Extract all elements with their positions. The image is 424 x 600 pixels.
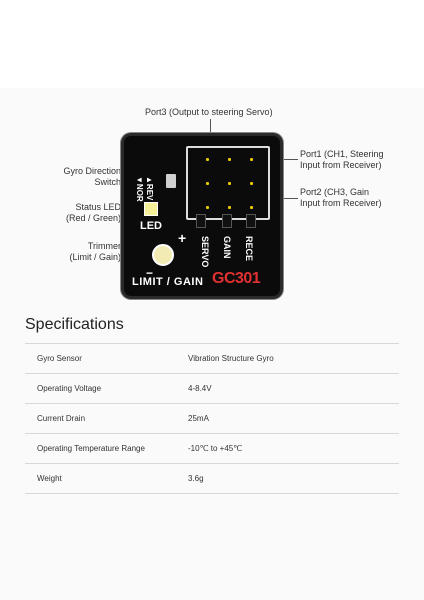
port2-callout — [300, 187, 382, 209]
spec-value: 3.6g — [188, 474, 204, 483]
table-row — [25, 343, 399, 373]
port2-callout-line1: Port2 (CH3, Gain — [300, 187, 370, 197]
nor-label: ▼NOR — [135, 176, 144, 202]
specifications-title: Specifications — [25, 316, 124, 333]
port1-callout — [300, 149, 384, 171]
port3-callout: Port3 (Output to steering Servo) — [145, 107, 273, 117]
status-led-callout-line1: Status LED — [75, 202, 121, 212]
trimmer-knob[interactable] — [152, 244, 174, 266]
trimmer-callout-line2: (Limit / Gain) — [69, 252, 121, 262]
connector-slot — [222, 214, 232, 228]
trimmer-callout-line1: Trimmer — [87, 241, 121, 251]
rece-label: RECE — [244, 236, 254, 262]
pin — [228, 158, 231, 161]
table-row — [25, 463, 399, 494]
top-band — [0, 0, 424, 92]
gyro-direction-callout-line2: Switch — [94, 177, 121, 187]
minus-icon: − — [146, 266, 154, 280]
gyro-direction-callout — [32, 166, 121, 188]
gain-label: GAIN — [222, 236, 232, 259]
specifications-table — [25, 343, 399, 494]
table-row — [25, 403, 399, 433]
spec-value: Vibration Structure Gyro — [188, 354, 274, 363]
pin — [206, 182, 209, 185]
servo-label: SERVO — [200, 236, 210, 268]
spec-value: 25mA — [188, 414, 209, 423]
pin — [250, 158, 253, 161]
pin — [250, 206, 253, 209]
rev-label: ▲REV — [145, 176, 154, 201]
spec-key: Gyro Sensor — [37, 354, 82, 363]
pin — [206, 206, 209, 209]
status-led-callout — [32, 202, 121, 224]
spec-key: Operating Voltage — [37, 384, 102, 393]
spec-value: -10℃ to +45℃ — [188, 444, 243, 453]
pin — [206, 158, 209, 161]
spec-key: Current Drain — [37, 414, 86, 423]
pin — [228, 206, 231, 209]
gc301-gyro-module — [124, 136, 280, 296]
led-label: LED — [140, 220, 162, 232]
servo-port-block — [186, 146, 270, 220]
spec-key: Operating Temperature Range — [37, 444, 145, 453]
port1-callout-line2: Input from Receiver) — [300, 160, 382, 170]
gc301-logo: GC301 — [212, 270, 261, 287]
connector-slot — [246, 214, 256, 228]
pin — [250, 182, 253, 185]
table-row — [25, 433, 399, 463]
status-led — [144, 202, 158, 216]
plus-icon: + — [178, 230, 187, 246]
trimmer-callout — [32, 241, 121, 263]
status-led-callout-line2: (Red / Green) — [65, 213, 121, 223]
spec-value: 4-8.4V — [188, 384, 212, 393]
port1-callout-line1: Port1 (CH1, Steering — [300, 149, 384, 159]
gyro-direction-callout-line1: Gyro Direction — [63, 166, 121, 176]
spec-key: Weight — [37, 474, 62, 483]
gyro-direction-switch[interactable] — [166, 174, 176, 188]
port2-callout-line2: Input from Receiver) — [300, 198, 382, 208]
connector-slot — [196, 214, 206, 228]
limit-gain-label: LIMIT / GAIN — [132, 276, 204, 288]
table-row — [25, 373, 399, 403]
pin — [228, 182, 231, 185]
